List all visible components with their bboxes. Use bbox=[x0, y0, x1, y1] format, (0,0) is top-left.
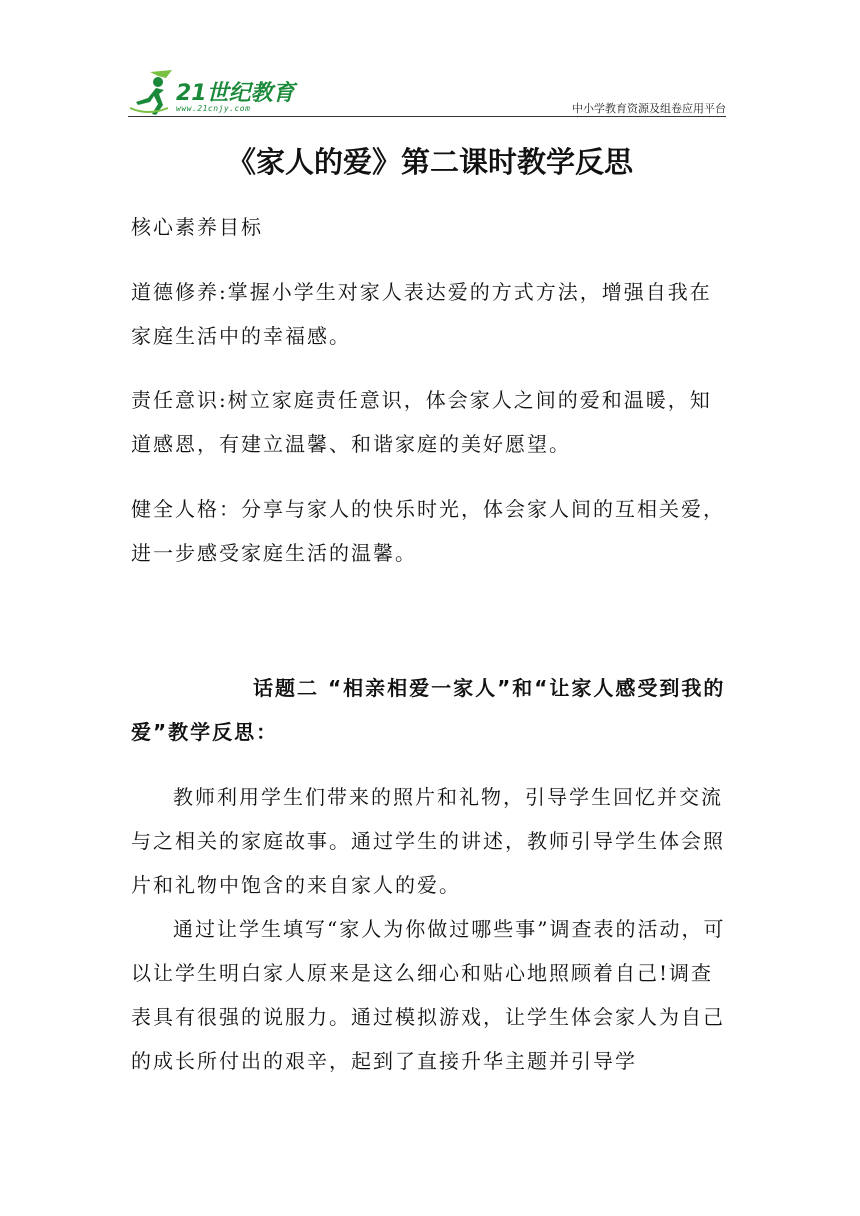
platform-name: 中小学教育资源及组卷应用平台 bbox=[572, 102, 726, 115]
page-title: 《家人的爱》第二课时教学反思 bbox=[226, 145, 633, 179]
page-header bbox=[128, 66, 726, 118]
body-paragraph: 通过让学生填写“家人为你做过哪些事”调查表的活动，可以让学生明白家人原来是这么细心和贴心地照顾着自己!调查表具有很强的说服力。通过模拟游戏，让学生体会家人为自己的成长所付出的艰辛，起到了直接升华主题并引导学 bbox=[131, 917, 726, 1073]
running-figure-icon bbox=[128, 68, 178, 118]
goal-personality: 健全人格：分享与家人的快乐时光，体会家人间的互相关爱，进一步感受家庭生活的温馨。 bbox=[131, 497, 725, 565]
section-heading: 核心素养目标 bbox=[131, 215, 263, 239]
logo bbox=[128, 66, 298, 118]
goal-responsibility: 责任意识:树立家庭责任意识，体会家人之间的爱和温暖，知道感恩，有建立温馨、和谐家庭的美好愿望。 bbox=[131, 388, 712, 456]
header-divider bbox=[128, 116, 726, 117]
logo-url: www.21cnjy.com bbox=[176, 104, 251, 113]
topic-heading: 话题二 “相亲相爱一家人”和“让家人感受到我的爱”教学反思： bbox=[131, 676, 726, 744]
goal-moral: 道德修养:掌握小学生对家人表达爱的方式方法，增强自我在家庭生活中的幸福感。 bbox=[131, 280, 712, 348]
body-paragraph: 教师利用学生们带来的照片和礼物，引导学生回忆并交流与之相关的家庭故事。通过学生的讲述，教师引导学生体会照片和礼物中饱含的来自家人的爱。 bbox=[131, 785, 725, 897]
logo-text: 21世纪教育 bbox=[176, 81, 295, 106]
